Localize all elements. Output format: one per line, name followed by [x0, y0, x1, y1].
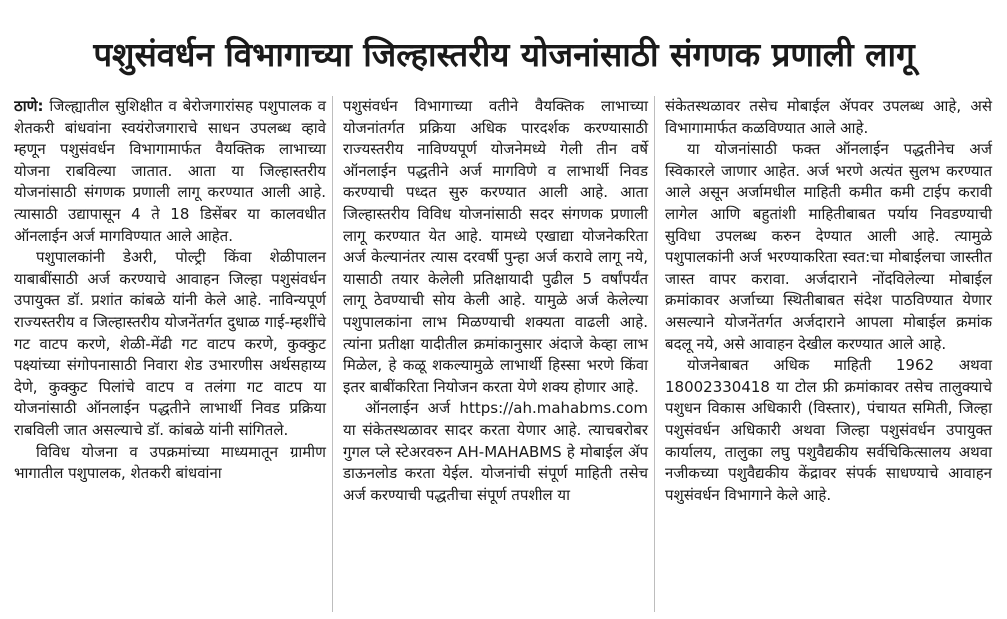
paragraph	[14, 96, 326, 247]
paragraph: ऑनलाईन अर्ज https://ah.mahabms.com या संकेतस्थळावर सादर करता येणार आहे. त्याचबरोबर गुगल प्ले स्टेअरवरुन AH-MAHABMS हे मोबाईल ॲप डाऊनलोड करता येईल. योजनांची संपूर्ण माहिती तसेच अर्ज करण्याची पद्धतीचा संपूर्ण तपशील या	[343, 399, 648, 504]
paragraph: या योजनांसाठी फक्त ऑनलाईन पद्धतीनेच अर्ज स्विकारले जाणार आहेत. अर्ज भरणे अत्यंत सुलभ करण्यात आले असून अर्जामधील माहिती कमीत कमी टाईप करावी लागेल आणि बहुतांशी माहितीबाबत पर्याय निवडण्याची सुविधा उपलब्ध करुन देण्यात आली आहे. त्यामुळे पशुपालकांनी अर्ज भरण्याकरिता स्वत:चा मोबाईलचा जास्तीत जास्त वापर करावा. अर्जदाराने नोंदविलेल्या मोबाईल क्रमांकावर अर्जाच्या स्थितीबाबत संदेश पाठविण्यात येणार असल्याने योजनेंतर्गत अर्जदाराने आपला मोबाईल क्रमांक बदलू नये, असे आवाहन देखील करण्यात आले आहे.	[665, 140, 992, 353]
paragraph: पशुपालकांनी डेअरी, पोल्ट्री किंवा शेळीपालन याबाबींसाठी अर्ज करण्याचे आवाहन जिल्हा पशुसंवर्धन उपायुक्त डॉ. प्रशांत कांबळे यांनी केले आहे. नाविन्यपूर्ण राज्यस्तरीय व जिल्हास्तरीय योजनेंतर्गत दुधाळ गाई-म्हशींचे गट वाटप करणे, शेळी-मेंढी गट वाटप करणे, कुक्कुट पक्ष्यांच्या संगोपनासाठी निवारा शेड उभारणीस अर्थसहाय्य देणे, कुक्कुट पिलांचे वाटप व तलंगा गट वाटप या योजनांसाठी ऑनलाईन पद्धतीने लाभार्थी निवड प्रक्रिया राबविली जात असल्याचे डॉ. कांबळे यांनी सांगितले.	[14, 248, 326, 439]
column-1	[14, 96, 332, 612]
column-3	[654, 96, 994, 612]
paragraph-text: जिल्ह्यातील सुशिक्षीत व बेरोजगारांसह पशुपालक व शेतकरी बांधवांना स्वयंरोजगाराचे साधन उपलब्ध व्हावे म्हणून पशुसंवर्धन विभागामार्फत वैयक्तिक लाभाच्या योजना राबविल्या जातात. आता या जिल्हास्तरीय योजनांसाठी संगणक प्रणाली लागू करण्यात आली आहे. त्यासाठी उद्यापासून 4 ते 18 डिसेंबर या कालवधीत ऑनलाईन अर्ज मागविण्यात आले आहेत.	[14, 97, 326, 245]
dateline: ठाणे:	[14, 97, 44, 115]
column-2	[332, 96, 654, 612]
paragraph: योजनेबाबत अधिक माहिती 1962 अथवा 18002330418 या टोल फ्री क्रमांकावर तसेच तालुक्याचे पशुधन विकास अधिकारी (विस्तार), पंचायत समिती, जिल्हा पशुसंवर्धन अधिकारी अथवा जिल्हा पशुसंवर्धन उपायुक्त कार्यालय, तालुका लघु पशुवैद्यकीय सर्वचिकित्सालय अथवा नजीकच्या पशुवैद्यकीय केंद्रावर संपर्क साधण्याचे आवाहन पशुसंवर्धन विभागाने केले आहे.	[665, 356, 992, 504]
headline: पशुसंवर्धन विभागाच्या जिल्हास्तरीय योजनांसाठी संगणक प्रणाली लागू	[93, 34, 915, 74]
article-body	[14, 96, 994, 612]
paragraph: पशुसंवर्धन विभागाच्या वतीने वैयक्तिक लाभाच्या योजनांतर्गत प्रक्रिया अधिक पारदर्शक करण्यासाठी राज्यस्तरीय नाविण्यपूर्ण योजनेमध्ये गेली तीन वर्षे ऑनलाईन पद्धतीने अर्ज मागविणे व लाभार्थी निवड करण्याची पध्दत सुरु करण्यात आली आहे. आता जिल्हास्तरीय विविध योजनांसाठी सदर संगणक प्रणाली लागू करण्यात येत आहे. यामध्ये एखाद्या योजनेकरिता अर्ज केल्यानंतर त्यास दरवर्षी पुन्हा अर्ज करावे लागू नये, यासाठी तयार केलेली प्रतिक्षायादी पुढील 5 वर्षांपर्यंत लागू ठेवण्याची सोय केली आहे. यामुळे अर्ज केलेल्या पशुपालकांना लाभ मिळण्याची शक्यता वाढली आहे. त्यांना प्रतीक्षा यादीतील क्रमांकानुसार अंदाजे केव्हा लाभ मिळेल, हे कळू शकल्यामुळे लाभार्थी हिस्सा भरणे किंवा इतर बाबींकरिता नियोजन करता येणे शक्य होणार आहे.	[343, 97, 648, 396]
paragraph: विविध योजना व उपक्रमांच्या माध्यमातून ग्रामीण भागातील पशुपालक, शेतकरी बांधवांना	[14, 442, 326, 483]
paragraph: संकेतस्थळावर तसेच मोबाईल ॲपवर उपलब्ध आहे, असे विभागामार्फत कळविण्यात आले आहे.	[665, 97, 992, 137]
